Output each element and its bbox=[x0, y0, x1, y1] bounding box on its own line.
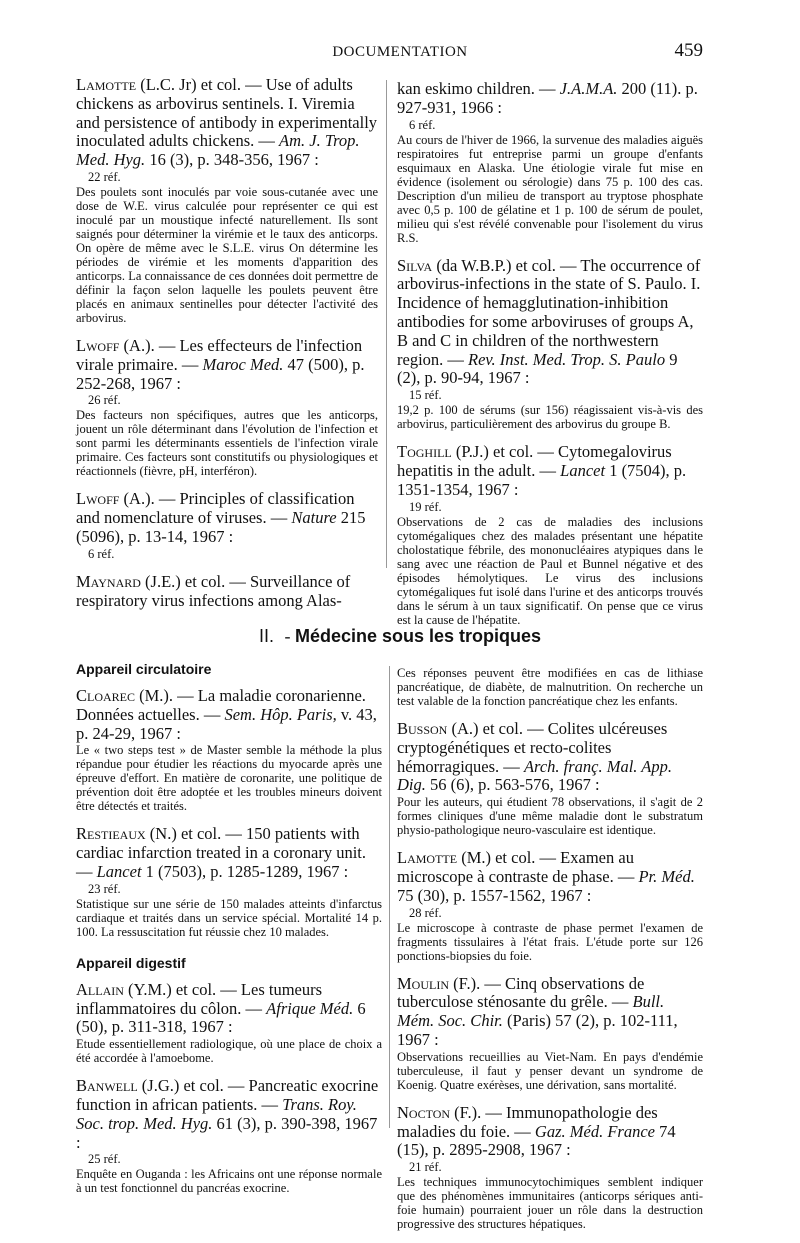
entry-reference-count: 6 réf. bbox=[409, 117, 436, 132]
entry-journal: Arch. franç. Mal. App. Dig. bbox=[397, 756, 672, 795]
entry-abstract: Des facteurs non spécifiques, autres que les anticorps, jouent un rôle déterminant dans l'évolution de l'infection et sont parmi les déterminants essentiels de l'infection virale primaire. Ces facteurs sont constitutifs ou physiologiques et réactionnels (fièvre, pH, interféron). bbox=[76, 408, 378, 479]
entry-abstract: Observations de 2 cas de maladies des inclusions cytomégaliques chez des malades présentant une hépatite cholostatique fébrile, des mononucléaires atypiques dans le sang avec une réaction de Paul et Bunnel négative et des épisodes hémolytiques. Le virus des inclusions cytomégaliques fut isolé dans l'urine et des anticorps trouvés dans le sérum à un taux significatif. On pense que ce virus est la cause de l'hépatite. bbox=[397, 514, 703, 627]
entry-author: Nocton bbox=[397, 1102, 451, 1122]
entry-reference-count: 25 réf. bbox=[88, 1152, 121, 1167]
section-name: Médecine sous les tropiques bbox=[294, 626, 542, 646]
entry-reference-count: 28 réf. bbox=[409, 905, 442, 920]
subheading-circulatory: Appareil circulatoire bbox=[76, 661, 212, 677]
entry-details: 16 (3), p. 348-356, 1967 : bbox=[145, 150, 319, 170]
section-number: II. bbox=[258, 626, 274, 646]
entry-abstract: Au cours de l'hiver de 1966, la survenue des maladies aiguës respiratoires fut entreprise parmi un groupe d'enfants esquimaux en Alaska. Une étiologie virale fut mise en évidence (isolement ou sérologie) dans 75 p. 100 des cas. Description d'un milieu de transport au tryptose phosphate avec 0,5 p. 100 de gélatine et 1 p. 100 de sérum de poulet, milieu qui s'est révélé convenable pour l'isolement du virus R.S. bbox=[397, 132, 703, 245]
section-heading bbox=[0, 626, 800, 647]
entry-citation bbox=[397, 257, 703, 389]
entry-reference-count: 6 réf. bbox=[88, 546, 115, 561]
entry-citation-text: (M.) et col. — Examen au microscope à contraste de phase. — bbox=[397, 848, 639, 886]
entry-details: 1 (7504), p. 1351-1354, 1967 : bbox=[397, 460, 687, 499]
entry-citation-text: (F.). — Cinq observations de tuberculose sténosante du grêle. — bbox=[397, 973, 645, 1012]
entry-journal: Lancet bbox=[560, 460, 606, 480]
entry-citation-text: (Y.M.) et col. — Les tumeurs inflammatoires du côlon. — bbox=[76, 979, 323, 1018]
entry-details: (Paris) 57 (2), p. 102-111, 1967 : bbox=[397, 1011, 678, 1049]
entry-citation bbox=[76, 825, 382, 881]
entry-author: Silva bbox=[397, 255, 433, 275]
bibliography-entry bbox=[397, 257, 703, 432]
entry-journal: Pr. Méd. bbox=[638, 866, 695, 886]
column-divider-lower bbox=[389, 666, 390, 1128]
entry-citation-text: (M.). — La maladie coronarienne. Données actuelles. — bbox=[76, 686, 366, 724]
entry-reference-count: 26 réf. bbox=[88, 393, 121, 408]
entry-details: 200 (11). p. 927-931, 1966 : bbox=[397, 79, 698, 117]
column-divider bbox=[386, 80, 387, 568]
entry-author: Busson bbox=[397, 719, 448, 738]
entry-citation bbox=[397, 443, 703, 499]
entry-abstract: Statistique sur une série de 150 malades atteints d'infarctus cardiaque et traités dans un service spécial. Mortalité 14 p. 100. La ressuscitation fut réussie chez 10 malades. bbox=[76, 896, 382, 939]
bibliography-entry bbox=[76, 573, 378, 611]
entry-citation bbox=[397, 849, 703, 905]
entry-journal: Maroc Med. bbox=[202, 354, 284, 374]
column-top-left bbox=[76, 76, 378, 622]
section-dash: - bbox=[279, 626, 295, 646]
entry-details: 74 (15), p. 2895-2908, 1967 : bbox=[397, 1121, 676, 1160]
column-bottom-left bbox=[76, 661, 382, 1207]
entry-reference-count: 19 réf. bbox=[409, 499, 442, 514]
entry-reference-count: 21 réf. bbox=[409, 1160, 442, 1175]
entry-citation-text: (L.C. Jr) et col. — Use of adults chickens as arbovirus sentinels. I. Viremia and persistence of antibody in experimentally inoculated adults chickens. — bbox=[76, 75, 378, 151]
entry-author: Lwoff bbox=[76, 489, 120, 509]
entry-abstract: Ces réponses peuvent être modifiées en cas de lithiase pancréatique, de diabète, de malnutrition. On recherche un test valable de la fonction pancréatique chez les enfants. bbox=[397, 666, 703, 708]
entry-citation-text: (J.E.) et col. — Surveillance of respiratory virus infections among Alas- bbox=[76, 571, 351, 610]
entry-journal: Nature bbox=[291, 508, 337, 528]
entry-abstract: Les techniques immunocytochimiques semblent indiquer que des phénomènes immunitaires (anticorps sériques anti-foie humain) pourraient jouer un rôle dans la destruction progressive des structures hépatiques. bbox=[397, 1175, 703, 1232]
entry-abstract: Le « two steps test » de Master semble la méthode la plus répandue pour étudier les réactions du myocarde après une épreuve d'effort. En matière de coronarite, une politique de prévention doit être adoptée et les troubles mineurs doivent être détectés et traités. bbox=[76, 743, 382, 814]
entry-journal: Trans. Roy. Soc. trop. Med. Hyg. bbox=[76, 1094, 357, 1133]
entry-citation-text: (A.). — Les effecteurs de l'infection virale primaire. — bbox=[76, 335, 363, 374]
bibliography-entry bbox=[76, 1077, 382, 1195]
entry-citation bbox=[76, 1077, 382, 1152]
bibliography-entry bbox=[76, 825, 382, 938]
entry-citation bbox=[397, 1104, 703, 1160]
entry-abstract: 19,2 p. 100 de sérums (sur 156) réagissaient vis-à-vis des arbovirus, particulièrement des arbovirus du groupe B. bbox=[397, 403, 703, 432]
entry-details: v. 43, p. 24-29, 1967 : bbox=[76, 704, 377, 743]
entry-details: 215 (5096), p. 13-14, 1967 : bbox=[76, 508, 366, 546]
entry-journal: Sem. Hôp. Paris, bbox=[224, 704, 337, 724]
entry-reference-count: 15 réf. bbox=[409, 388, 442, 403]
entry-journal: Rev. Inst. Med. Trop. S. Paulo bbox=[468, 349, 666, 369]
entry-citation-text: (N.) et col. — 150 patients with cardiac infarction treated in a coronary unit. — bbox=[76, 824, 366, 881]
entry-author: Toghill bbox=[397, 442, 452, 462]
bibliography-entry bbox=[397, 666, 703, 708]
entry-journal: Am. J. Trop. Med. Hyg. bbox=[76, 131, 360, 170]
entry-citation bbox=[76, 337, 378, 393]
entry-author: Restieaux bbox=[76, 824, 146, 844]
entry-details: 61 (3), p. 390-398, 1967 : bbox=[76, 1113, 378, 1152]
entry-journal: J.A.M.A. bbox=[559, 79, 618, 98]
entry-abstract: Le microscope à contraste de phase permet l'examen de fragments tissulaires à l'état frais. L'étude porte sur 126 ponctions-biopsies du foie. bbox=[397, 920, 703, 963]
entry-author: Cloarec bbox=[76, 686, 136, 705]
entry-details: 1 (7503), p. 1285-1289, 1967 : bbox=[141, 861, 349, 881]
page-number: 459 bbox=[674, 40, 703, 61]
entry-citation bbox=[76, 490, 378, 546]
entry-citation-text: (J.G.) et col. — Pancreatic exocrine function in african patients. — bbox=[76, 1076, 379, 1114]
bibliography-entry bbox=[397, 849, 703, 962]
bibliography-entry bbox=[397, 720, 703, 837]
group-circulatory bbox=[76, 687, 382, 939]
entry-abstract: Enquête en Ouganda : les Africains ont une réponse normale à un test fonctionnel du pancréas exocrine. bbox=[76, 1167, 382, 1196]
entry-author: Moulin bbox=[397, 973, 449, 993]
entry-author: Lamotte bbox=[397, 848, 458, 868]
entry-details: 75 (30), p. 1557-1562, 1967 : bbox=[397, 885, 592, 905]
group-digestive bbox=[76, 981, 382, 1196]
entry-citation-text: (A.). — Principles of classification and nomenclature of viruses. — bbox=[76, 489, 355, 528]
entry-abstract: Etude essentiellement radiologique, où une place de choix a été accordée à l'amoebome. bbox=[76, 1037, 382, 1066]
bibliography-entry bbox=[76, 981, 382, 1065]
entry-reference-count: 23 réf. bbox=[88, 881, 121, 896]
entry-author: Banwell bbox=[76, 1076, 138, 1096]
entry-details: 56 (6), p. 563-576, 1967 : bbox=[425, 775, 600, 795]
entry-journal: Gaz. Méd. France bbox=[534, 1121, 655, 1141]
entry-citation-text: (P.J.) et col. — Cytomegalovirus hepatitis in the adult. — bbox=[397, 442, 672, 480]
bibliography-entry bbox=[397, 975, 703, 1092]
bibliography-entry bbox=[76, 76, 378, 325]
entry-reference-count: 22 réf. bbox=[88, 169, 121, 184]
entry-citation bbox=[397, 80, 703, 118]
entry-citation bbox=[76, 981, 382, 1037]
entry-abstract: Pour les auteurs, qui étudient 78 observations, il s'agit de 2 formes cliniques d'une même maladie dont le substratum physio-pathologique neuro-vasculaire est identique. bbox=[397, 795, 703, 838]
entry-journal: Bull. Mém. Soc. Chir. bbox=[397, 992, 665, 1031]
bibliography-entry bbox=[397, 1104, 703, 1231]
entry-details: 6 (50), p. 311-318, 1967 : bbox=[76, 998, 366, 1037]
bibliography-entry bbox=[76, 687, 382, 813]
column-bottom-right bbox=[397, 666, 703, 1243]
entry-details: 47 (500), p. 252-268, 1967 : bbox=[76, 354, 365, 393]
entry-citation-text: (F.). — Immunopathologie des maladies du foie. — bbox=[397, 1102, 658, 1141]
entry-citation-text: (A.) et col. — Colites ulcéreuses cryptogénétiques et recto-colites hémorragiques. — bbox=[397, 719, 668, 776]
entry-journal: Afrique Méd. bbox=[266, 998, 354, 1018]
entry-details: 9 (2), p. 90-94, 1967 : bbox=[397, 349, 678, 388]
entry-citation bbox=[76, 573, 378, 611]
entry-abstract: Des poulets sont inoculés par voie sous-cutanée avec une dose de W.E. virus calculée pour représenter ce qui est inoculé par un moustique infecté naturellement. Ils sont saignés pour déterminer la virémie et le taux des anticorps. On opère de même avec le S.L.E. virus On détermine les périodes de virémie et les moments d'apparition des anticorps. La connaissance de ces données doit permettre de définir la façon selon laquelle les poulets peuvent être placés en animaux sentinelles pour détecter l'activité des arbovirus. bbox=[76, 184, 378, 325]
entry-author: Allain bbox=[76, 979, 124, 999]
bibliography-entry bbox=[397, 443, 703, 626]
entry-author: Lamotte bbox=[76, 75, 137, 94]
entry-author: Lwoff bbox=[76, 335, 120, 355]
header-title: DOCUMENTATION bbox=[332, 44, 468, 60]
entry-citation-text: kan eskimo children. — bbox=[397, 79, 560, 98]
column-top-right bbox=[397, 80, 703, 639]
entry-citation-text: (da W.B.P.) et col. — The occurrence of arbovirus-infections in the state of S. Paulo. I. Incidence of hemagglutination-inhibition antibodies for some arboviruses of groups A, B and C in children of the northwestern region. — bbox=[397, 255, 701, 369]
entry-citation bbox=[76, 76, 378, 170]
subheading-digestive: Appareil digestif bbox=[76, 954, 186, 971]
entry-citation bbox=[76, 687, 382, 743]
entry-journal: Lancet bbox=[96, 861, 142, 881]
entry-abstract: Observations recueillies au Viet-Nam. En pays d'endémie tuberculeuse, il faut y penser devant un syndrome de Koenig. Quatre exérèses, une dérivation, sans mortalité. bbox=[397, 1049, 703, 1092]
bibliography-entry bbox=[76, 490, 378, 560]
entry-author: Maynard bbox=[76, 571, 141, 591]
entry-citation bbox=[397, 975, 703, 1050]
bibliography-entry bbox=[76, 337, 378, 478]
bibliography-entry bbox=[397, 80, 703, 245]
entry-citation bbox=[397, 720, 703, 795]
